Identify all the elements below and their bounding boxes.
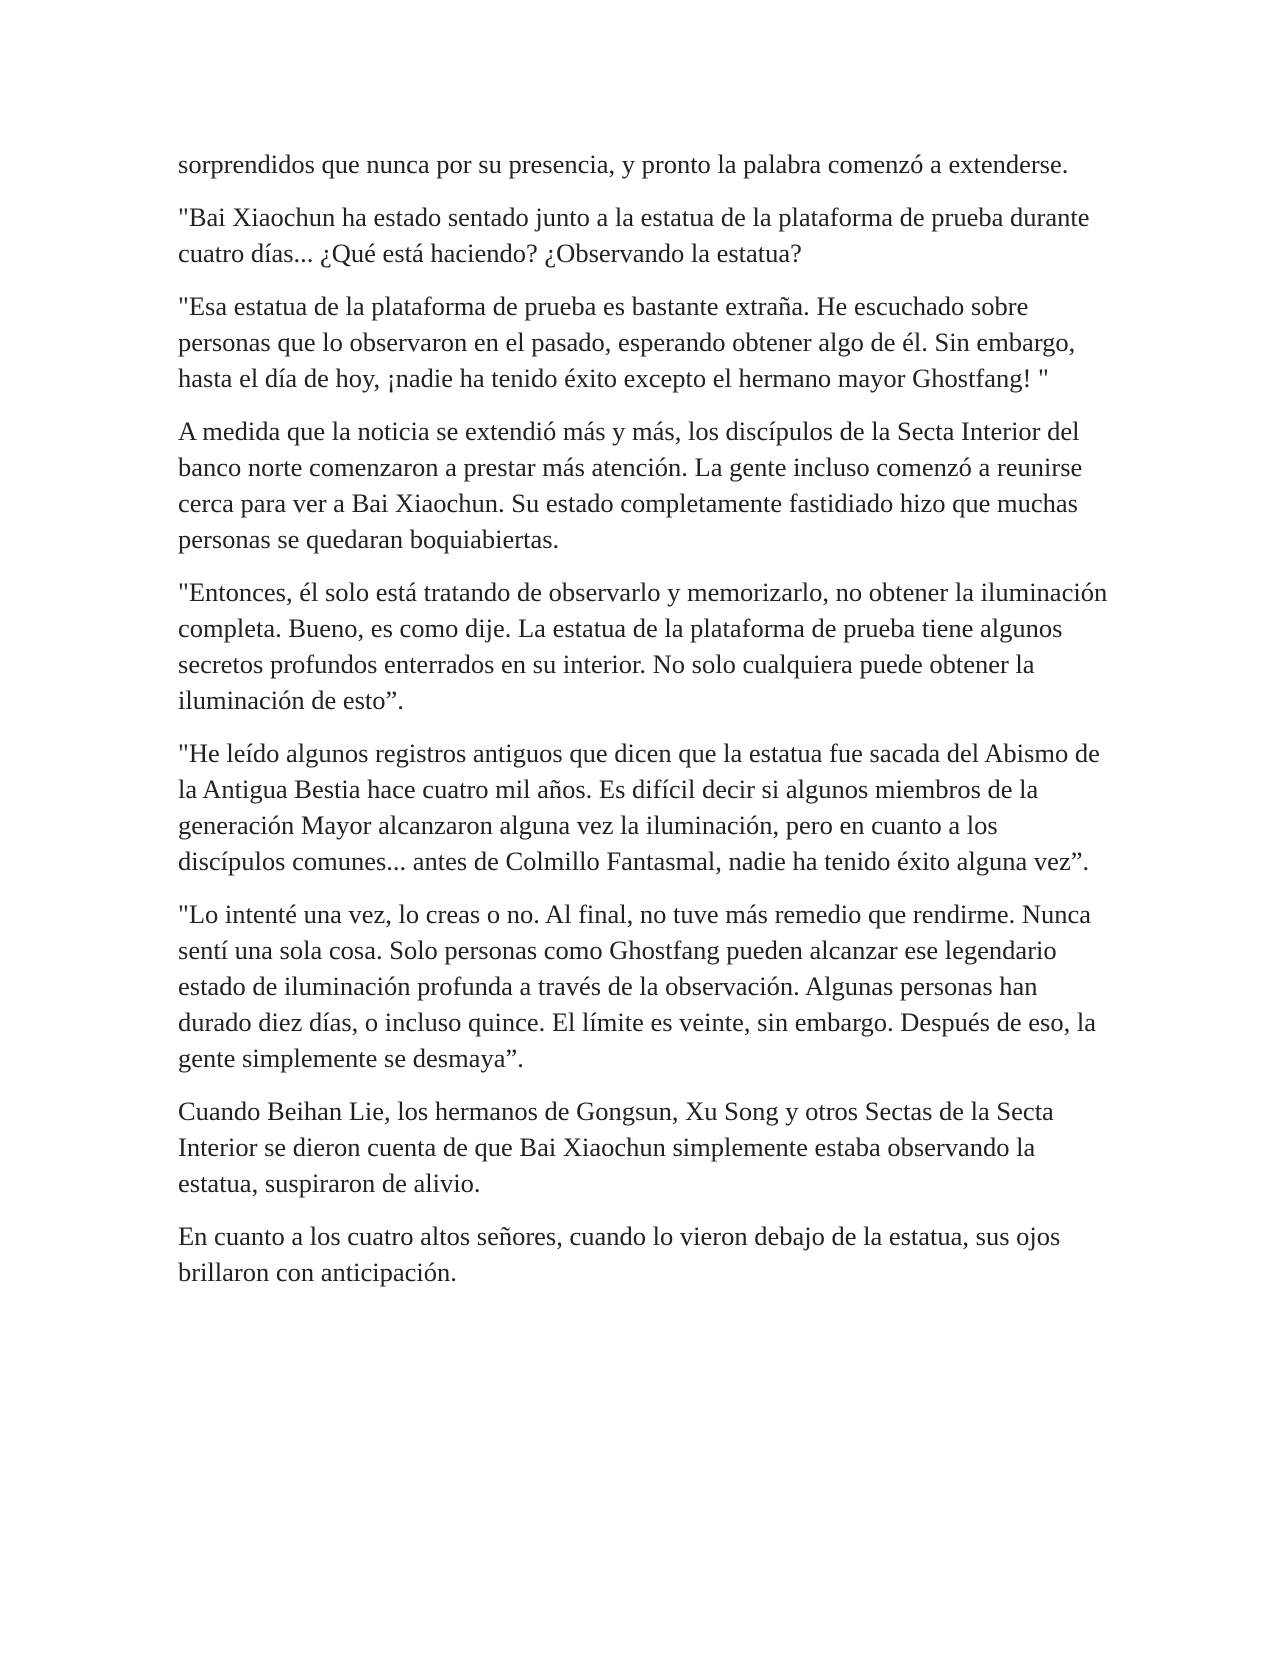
paragraph-5: "Entonces, él solo está tratando de observarlo y memorizarlo, no obtener la iluminación completa. Bueno, es como dije. La estatua de la plataforma de prueba tiene algunos secretos profundos enterrados en su interior. No solo cualquiera puede obtener la iluminación de esto”. bbox=[178, 577, 1108, 715]
paragraph-6: "He leído algunos registros antiguos que dicen que la estatua fue sacada del Abismo de la Antigua Bestia hace cuatro mil años. Es difícil decir si algunos miembros de la generación Mayor alcanzaron alguna vez la iluminación, pero en cuanto a los discípulos comunes... antes de Colmillo Fantasmal, nadie ha tenido éxito alguna vez”. bbox=[178, 738, 1100, 876]
paragraph-7: "Lo intenté una vez, lo creas o no. Al final, no tuve más remedio que rendirme. Nunca sentí una sola cosa. Solo personas como Ghostfang pueden alcanzar ese legendario estado de iluminación profunda a través de la observación. Algunas personas han durado diez días, o incluso quince. El límite es veinte, sin embargo. Después de eso, la gente simplemente se desmaya”. bbox=[178, 899, 1096, 1073]
document-body bbox=[178, 146, 1108, 1307]
paragraph-4: A medida que la noticia se extendió más y más, los discípulos de la Secta Interior del banco norte comenzaron a prestar más atención. La gente incluso comenzó a reunirse cerca para ver a Bai Xiaochun. Su estado completamente fastidiado hizo que muchas personas se quedaran boquiabiertas. bbox=[178, 416, 1083, 554]
paragraph-2: "Bai Xiaochun ha estado sentado junto a la estatua de la plataforma de prueba durante cuatro días... ¿Qué está haciendo? ¿Observando la estatua? bbox=[178, 202, 1090, 268]
paragraph-3: "Esa estatua de la plataforma de prueba es bastante extraña. He escuchado sobre personas que lo observaron en el pasado, esperando obtener algo de él. Sin embargo, hasta el día de hoy, ¡nadie ha tenido éxito excepto el hermano mayor Ghostfang! " bbox=[178, 291, 1076, 393]
paragraph-8: Cuando Beihan Lie, los hermanos de Gongsun, Xu Song y otros Sectas de la Secta Interior se dieron cuenta de que Bai Xiaochun simplemente estaba observando la estatua, suspiraron de alivio. bbox=[178, 1096, 1054, 1198]
paragraph-9: En cuanto a los cuatro altos señores, cuando lo vieron debajo de la estatua, sus ojos brillaron con anticipación. bbox=[178, 1221, 1061, 1287]
paragraph-1: sorprendidos que nunca por su presencia, y pronto la palabra comenzó a extenderse. bbox=[178, 149, 1069, 179]
